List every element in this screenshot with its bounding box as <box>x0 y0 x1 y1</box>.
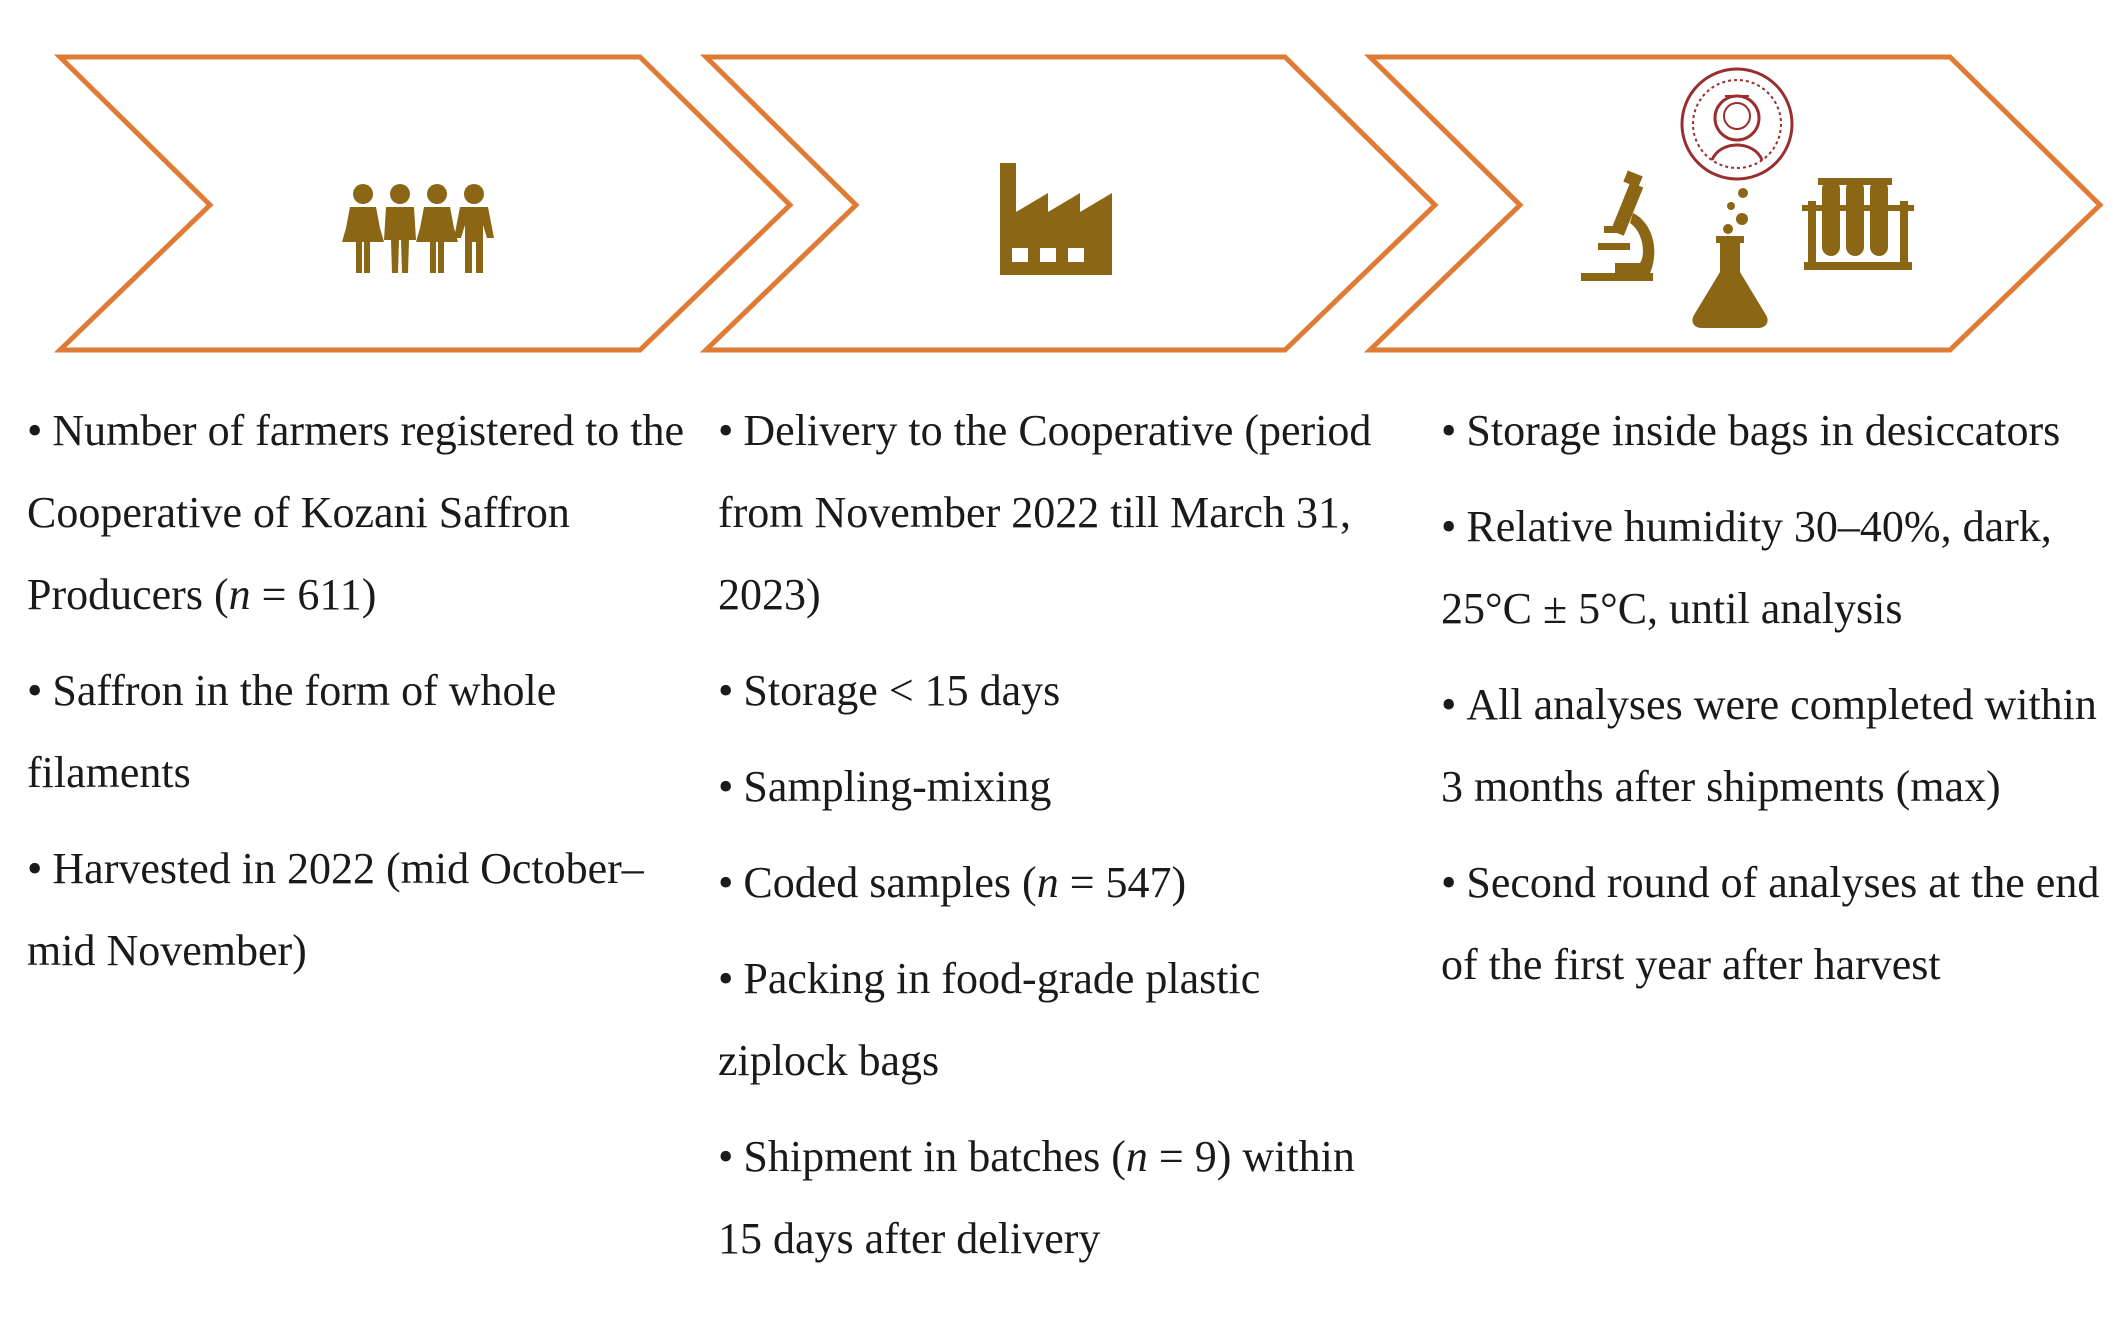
test-tube-rack-icon <box>1802 178 1914 270</box>
university-seal-icon <box>1682 69 1792 179</box>
bullet-item: • Relative humidity 30–40%, dark, 25°C ± 5°C, until analysis <box>1441 502 2052 633</box>
bullet-item: • Storage inside bags in desiccators <box>1441 406 2061 455</box>
microscope-icon <box>1581 170 1654 281</box>
bullet-item: • Delivery to the Cooperative (period from November 2022 till March 31, 2023) <box>718 406 1372 619</box>
bullet-item: • Storage < 15 days <box>718 666 1061 715</box>
factory-icon <box>1000 163 1112 275</box>
bullet-item: • Packing in food-grade plastic ziplock bags <box>718 954 1261 1085</box>
stage-2-bullets <box>718 390 1398 1294</box>
bullet-item: • Coded samples (n = 547) <box>718 858 1187 907</box>
stage-1-bullets <box>27 390 697 1006</box>
stage-3-bullets <box>1441 390 2101 1020</box>
bullet-item: • Harvested in 2022 (mid October–mid November) <box>27 844 644 975</box>
bullet-item: • Number of farmers registered to the Cooperative of Kozani Saffron Producers (n = 611) <box>27 406 685 619</box>
bullet-item: • Sampling-mixing <box>718 762 1052 811</box>
chevron-stage-1 <box>60 57 790 350</box>
farmers-group-icon <box>342 184 494 273</box>
bullet-item: • Saffron in the form of whole filaments <box>27 666 557 797</box>
bullet-item: • All analyses were completed within 3 months after shipments (max) <box>1441 680 2097 811</box>
flask-icon <box>1692 188 1767 328</box>
bullet-item: • Second round of analyses at the end of the first year after harvest <box>1441 858 2100 989</box>
bullet-item: • Shipment in batches (n = 9) within 15 days after delivery <box>718 1132 1355 1263</box>
